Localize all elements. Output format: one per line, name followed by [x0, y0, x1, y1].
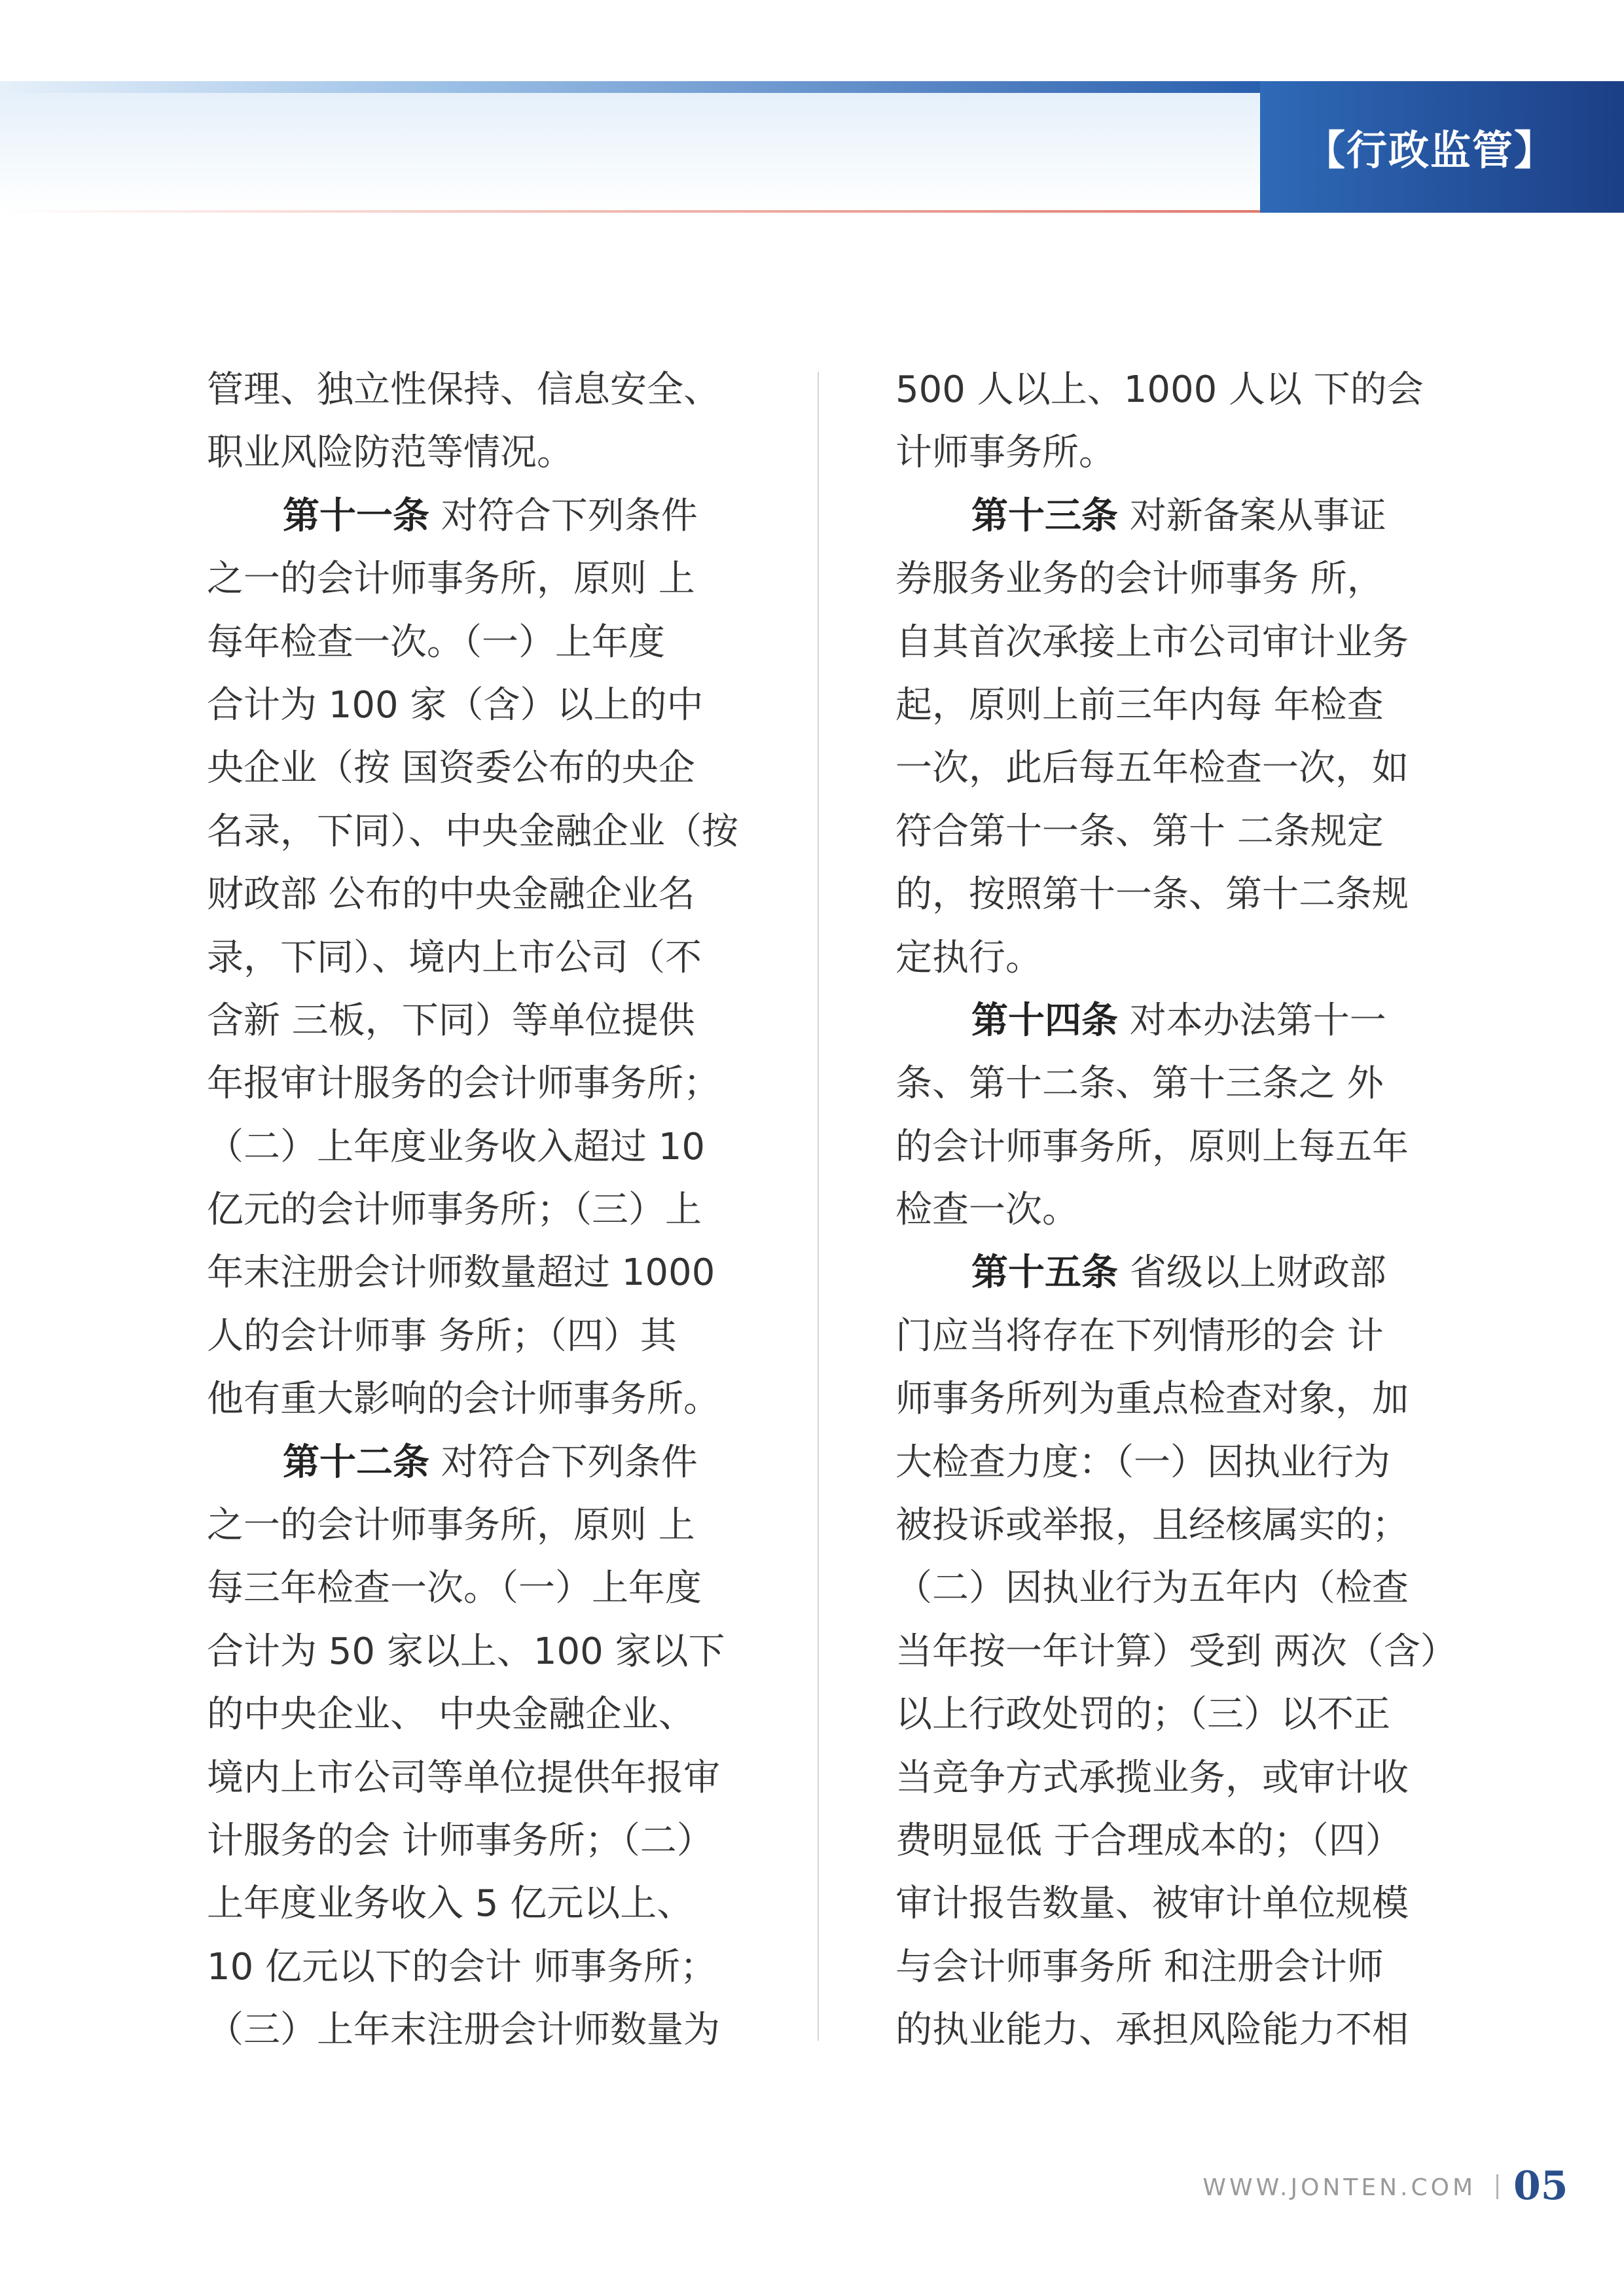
text-line [895, 1305, 1432, 1368]
section-label: 【行政监管】 [1260, 81, 1624, 213]
article-heading: 第十二条 [283, 1441, 429, 1484]
line-text: 的，按照第十一条、第十二条规 [895, 873, 1409, 916]
footer-website: WWW.JONTEN.COM [1202, 2174, 1476, 2201]
line-text: 一次，此后每五年检查一次，如 [895, 747, 1409, 790]
text-line [895, 1494, 1432, 1557]
text-line [895, 422, 1432, 484]
line-text: 符合第十一条、第十 二条规定 [895, 810, 1384, 853]
text-line [207, 1999, 744, 2062]
text-line [895, 1052, 1432, 1115]
line-text: 审计报告数量、被审计单位规模 [895, 1882, 1409, 1926]
line-text: 计服务的会 计师事务所；（二） [207, 1819, 713, 1862]
line-text: 合计为 50 家以上、100 家以下 [207, 1630, 725, 1673]
line-text: 与会计师事务所 和注册会计师 [895, 1945, 1384, 1988]
line-text: 职业风险防范等情况。 [207, 431, 573, 475]
line-text: 对新备案从事证 [1118, 494, 1386, 537]
text-line [895, 359, 1432, 422]
footer-separator [1496, 2174, 1498, 2199]
line-text: 自其首次承接上市公司审计业务 [895, 620, 1409, 664]
line-text: （二）上年度业务收入超过 10 [207, 1125, 706, 1168]
text-line [207, 1242, 744, 1304]
text-line [207, 800, 744, 863]
line-text: 当竞争方式承揽业务，或审计收 [895, 1756, 1409, 1799]
line-text: 被投诉或举报，且经核属实的； [895, 1504, 1409, 1547]
text-line [207, 1431, 744, 1494]
line-text: （三）上年末注册会计师数量为 [207, 2009, 720, 2052]
text-line [207, 1557, 744, 1620]
text-line [207, 1873, 744, 1935]
line-text: 条、第十二条、第十三条之 外 [895, 1062, 1384, 1105]
line-text: 含新 三板，下同）等单位提供 [207, 999, 695, 1042]
line-text: 财政部 公布的中央金融企业名 [207, 873, 695, 916]
line-text: 境内上市公司等单位提供年报审 [207, 1756, 720, 1799]
column-divider [818, 372, 819, 2041]
text-line [207, 1747, 744, 1810]
text-line [207, 1683, 744, 1746]
text-line [895, 611, 1432, 674]
text-line [895, 990, 1432, 1052]
text-line [895, 1368, 1432, 1431]
text-line [207, 863, 744, 926]
text-line [895, 863, 1432, 926]
line-text: 名录，下同）、中央金融企业（按 [207, 810, 738, 853]
line-text: 的执业能力、承担风险能力不相 [895, 2009, 1409, 2052]
text-line [207, 485, 744, 548]
text-line [895, 800, 1432, 863]
line-text: 师事务所列为重点检查对象，加 [895, 1378, 1409, 1421]
text-line [207, 1810, 744, 1873]
text-line [895, 548, 1432, 611]
text-line [895, 927, 1432, 990]
header-accent-line [0, 81, 1260, 93]
line-text: 大检查力度：（一）因执业行为 [895, 1441, 1390, 1484]
line-text: 券服务业务的会计师事务 所， [895, 558, 1384, 601]
line-text: 之一的会计师事务所，原则 上 [207, 558, 695, 601]
line-text: 门应当将存在下列情形的会 计 [895, 1314, 1384, 1357]
text-line [895, 1810, 1432, 1873]
text-line [895, 1557, 1432, 1620]
text-line [895, 1431, 1432, 1494]
line-text: 当年按一年计算）受到 两次（含） [895, 1630, 1457, 1673]
text-line [895, 1999, 1432, 2062]
line-text: 省级以上财政部 [1118, 1251, 1386, 1295]
article-heading: 第十四条 [971, 999, 1118, 1042]
line-text: 费明显低 于合理成本的；（四） [895, 1819, 1402, 1862]
line-text: 之一的会计师事务所，原则 上 [207, 1504, 695, 1547]
line-text: 他有重大影响的会计师事务所。 [207, 1378, 720, 1421]
text-line [895, 1179, 1432, 1242]
line-text: 对符合下列条件 [429, 494, 698, 537]
line-text: （二）因执业行为五年内（检查 [895, 1567, 1409, 1610]
line-text: 每三年检查一次。（一）上年度 [207, 1567, 702, 1610]
text-line [207, 1494, 744, 1557]
text-line [207, 1179, 744, 1242]
text-line [895, 1683, 1432, 1746]
text-line [207, 1621, 744, 1683]
text-line [207, 1052, 744, 1115]
line-text: 起，原则上前三年内每 年检查 [895, 683, 1384, 726]
text-line [207, 737, 744, 800]
line-text: 合计为 100 家（含）以上的中 [207, 683, 704, 726]
text-line [207, 1936, 744, 1999]
left-column [207, 359, 744, 2062]
article-heading: 第十三条 [971, 494, 1118, 537]
text-line [207, 1305, 744, 1368]
text-line [207, 611, 744, 674]
text-line [895, 1873, 1432, 1935]
line-text: 500 人以上、1000 人以 下的会 [895, 368, 1424, 411]
text-line [895, 1936, 1432, 1999]
text-line [207, 674, 744, 737]
line-text: 央企业（按 国资委公布的央企 [207, 747, 695, 790]
line-text: 管理、独立性保持、信息安全、 [207, 368, 720, 411]
text-line [207, 1116, 744, 1179]
text-line [895, 1116, 1432, 1179]
text-line [207, 548, 744, 611]
line-text: 定执行。 [895, 936, 1042, 979]
text-line [895, 737, 1432, 800]
article-heading: 第十五条 [971, 1251, 1118, 1295]
line-text: 检查一次。 [895, 1189, 1079, 1232]
text-line [895, 485, 1432, 548]
line-text: 人的会计师事 务所；（四）其 [207, 1314, 677, 1357]
line-text: 亿元的会计师事务所；（三）上 [207, 1189, 702, 1232]
text-line [895, 674, 1432, 737]
line-text: 年报审计服务的会计师事务所； [207, 1062, 720, 1105]
text-line [895, 1747, 1432, 1810]
line-text: 录，下同）、境内上市公司（不 [207, 936, 702, 979]
text-line [207, 1368, 744, 1431]
line-text: 10 亿元以下的会计 师事务所； [207, 1945, 717, 1988]
line-text: 的中央企业、 中央金融企业、 [207, 1693, 695, 1736]
line-text: 计师事务所。 [895, 431, 1115, 475]
page-number: 05 [1513, 2163, 1568, 2209]
line-text: 的会计师事务所，原则上每五年 [895, 1125, 1409, 1168]
text-line [207, 927, 744, 990]
text-line [895, 1621, 1457, 1683]
line-text: 对本办法第十一 [1118, 999, 1386, 1042]
line-text: 以上行政处罚的；（三）以不正 [895, 1693, 1390, 1736]
text-line [207, 359, 744, 422]
text-line [895, 1242, 1432, 1304]
right-column [895, 359, 1457, 2062]
line-text: 上年度业务收入 5 亿元以上、 [207, 1882, 694, 1926]
text-line [207, 422, 744, 484]
header-underline [0, 210, 1260, 213]
line-text: 每年检查一次。（一）上年度 [207, 620, 665, 664]
line-text: 对符合下列条件 [429, 1441, 698, 1484]
line-text: 年末注册会计师数量超过 1000 [207, 1251, 715, 1295]
article-heading: 第十一条 [283, 494, 429, 537]
text-line [207, 990, 744, 1052]
